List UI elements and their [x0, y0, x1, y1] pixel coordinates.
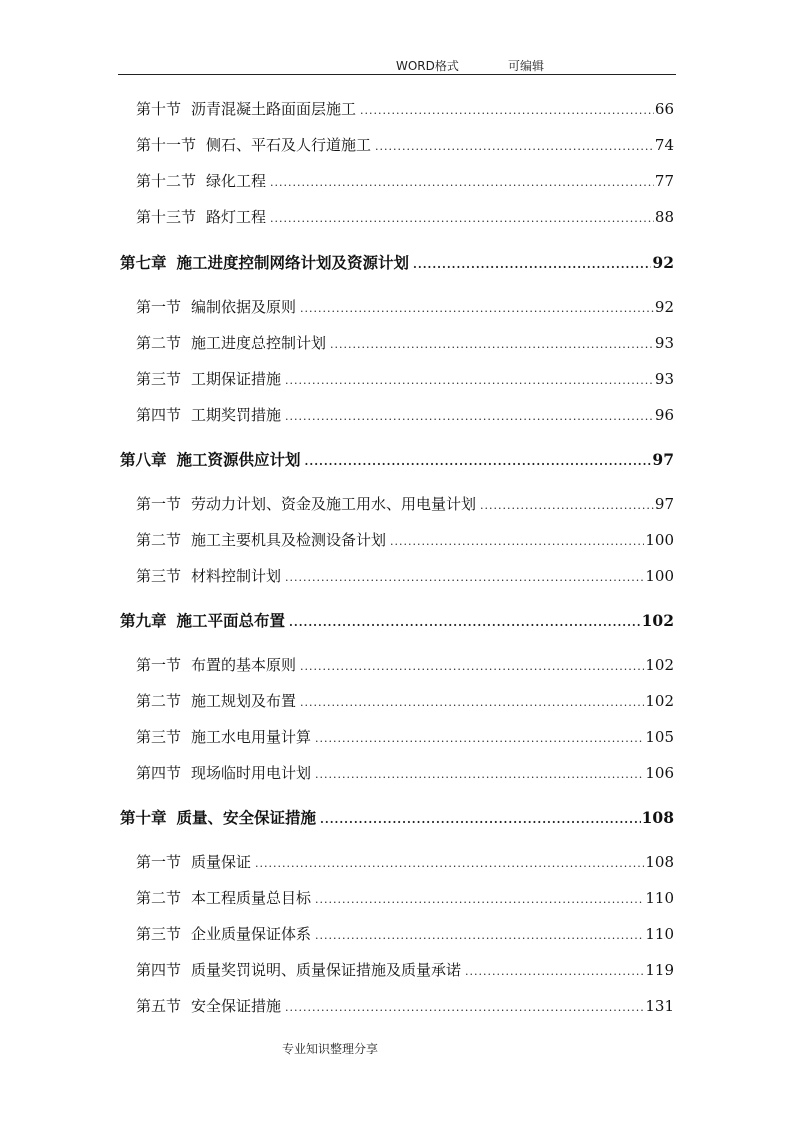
toc-entry-page-number: 108 — [641, 808, 674, 827]
toc-entry-title: 质量保证 — [191, 853, 252, 871]
toc-section-entry[interactable] — [136, 205, 674, 229]
toc-chapter-entry[interactable] — [120, 806, 674, 830]
toc-entry-page-number: 97 — [654, 495, 674, 513]
toc-entry-number: 第二节 — [136, 334, 182, 352]
toc-section-entry[interactable] — [136, 850, 674, 874]
toc-entry-number: 第八章 — [120, 450, 167, 469]
toc-dot-leader — [305, 450, 652, 474]
toc-entry-page-number: 100 — [645, 531, 674, 549]
toc-entry-page-number: 119 — [645, 961, 674, 979]
toc-entry-number: 第十二节 — [136, 172, 197, 190]
toc-entry-title: 劳动力计划、资金及施工用水、用电量计划 — [191, 495, 477, 513]
toc-section-entry[interactable] — [136, 169, 674, 193]
toc-entry-number: 第一节 — [136, 656, 182, 674]
toc-entry-title: 本工程质量总目标 — [191, 889, 312, 907]
toc-entry-page-number: 97 — [652, 450, 674, 469]
toc-entry-number: 第四节 — [136, 764, 182, 782]
toc-entry-title: 施工主要机具及检测设备计划 — [191, 531, 387, 549]
toc-entry-page-number: 105 — [645, 728, 674, 746]
toc-entry-number: 第二节 — [136, 889, 182, 907]
toc-dot-leader — [315, 727, 644, 751]
toc-entry-page-number: 102 — [641, 611, 674, 630]
toc-entry-number: 第三节 — [136, 925, 182, 943]
toc-entry-title: 沥青混凝土路面面层施工 — [191, 100, 357, 118]
toc-entry-title: 施工进度总控制计划 — [191, 334, 327, 352]
toc-section-entry[interactable] — [136, 886, 674, 910]
toc-section-entry[interactable] — [136, 653, 674, 677]
toc-entry-page-number: 93 — [654, 334, 674, 352]
toc-section-entry[interactable] — [136, 761, 674, 785]
toc-entry-title: 施工平面总布置 — [176, 611, 286, 630]
toc-entry-number: 第十节 — [136, 100, 182, 118]
toc-dot-leader — [315, 888, 644, 912]
header-edit-label: 可编辑 — [508, 59, 545, 73]
toc-dot-leader — [285, 566, 644, 590]
toc-dot-leader — [285, 369, 654, 393]
toc-entry-title: 质量奖罚说明、质量保证措施及质量承诺 — [191, 961, 462, 979]
toc-dot-leader — [255, 852, 644, 876]
toc-section-entry[interactable] — [136, 689, 674, 713]
toc-entry-number: 第三节 — [136, 728, 182, 746]
toc-entry-number: 第四节 — [136, 961, 182, 979]
toc-entry-page-number: 74 — [654, 136, 674, 154]
toc-entry-number: 第一节 — [136, 298, 182, 316]
toc-chapter-entry[interactable] — [120, 609, 674, 633]
toc-entry-title: 编制依据及原则 — [191, 298, 297, 316]
toc-dot-leader — [289, 611, 641, 635]
toc-entry-page-number: 108 — [645, 853, 674, 871]
toc-entry-title: 质量、安全保证措施 — [176, 808, 317, 827]
toc-entry-number: 第十一节 — [136, 136, 197, 154]
toc-entry-number: 第二节 — [136, 692, 182, 710]
toc-entry-page-number: 110 — [645, 925, 674, 943]
toc-section-entry[interactable] — [136, 133, 674, 157]
toc-entry-title: 施工规划及布置 — [191, 692, 297, 710]
toc-dot-leader — [480, 494, 654, 518]
toc-entry-number: 第三节 — [136, 567, 182, 585]
toc-section-entry[interactable] — [136, 994, 674, 1018]
toc-entry-title: 路灯工程 — [206, 208, 267, 226]
toc-entry-number: 第七章 — [120, 253, 167, 272]
toc-entry-number: 第一节 — [136, 495, 182, 513]
toc-dot-leader — [465, 960, 644, 984]
toc-entry-number: 第一节 — [136, 853, 182, 871]
toc-entry-title: 施工资源供应计划 — [176, 450, 301, 469]
toc-dot-leader — [360, 99, 654, 123]
toc-entry-number: 第三节 — [136, 370, 182, 388]
toc-section-entry[interactable] — [136, 295, 674, 319]
toc-dot-leader — [330, 333, 654, 357]
toc-entry-title: 布置的基本原则 — [191, 656, 297, 674]
toc-entry-page-number: 106 — [645, 764, 674, 782]
toc-section-entry[interactable] — [136, 97, 674, 121]
toc-section-entry[interactable] — [136, 958, 674, 982]
toc-section-entry[interactable] — [136, 492, 674, 516]
toc-dot-leader — [315, 763, 644, 787]
toc-entry-page-number: 92 — [652, 253, 674, 272]
toc-entry-page-number: 131 — [645, 997, 674, 1015]
toc-entry-number: 第二节 — [136, 531, 182, 549]
toc-section-entry[interactable] — [136, 528, 674, 552]
toc-dot-leader — [285, 405, 654, 429]
toc-dot-leader — [413, 253, 651, 277]
toc-entry-page-number: 66 — [654, 100, 674, 118]
toc-entry-page-number: 88 — [654, 208, 674, 226]
toc-entry-page-number: 96 — [654, 406, 674, 424]
toc-dot-leader — [375, 135, 654, 159]
toc-entry-page-number: 102 — [645, 692, 674, 710]
toc-entry-number: 第四节 — [136, 406, 182, 424]
toc-entry-number: 第五节 — [136, 997, 182, 1015]
toc-entry-page-number: 93 — [654, 370, 674, 388]
toc-entry-title: 材料控制计划 — [191, 567, 282, 585]
toc-entry-title: 绿化工程 — [206, 172, 267, 190]
toc-entry-page-number: 100 — [645, 567, 674, 585]
toc-dot-leader — [315, 924, 644, 948]
toc-dot-leader — [300, 691, 644, 715]
toc-section-entry[interactable] — [136, 331, 674, 355]
toc-entry-title: 安全保证措施 — [191, 997, 282, 1015]
toc-dot-leader — [270, 207, 654, 231]
toc-entry-title: 工期奖罚措施 — [191, 406, 282, 424]
toc-entry-number: 第十章 — [120, 808, 167, 827]
toc-entry-page-number: 110 — [645, 889, 674, 907]
toc-dot-leader — [320, 808, 641, 832]
toc-entry-title: 侧石、平石及人行道施工 — [206, 136, 372, 154]
page-footer: 专业知识整理分享 — [282, 1042, 379, 1056]
toc-entry-title: 现场临时用电计划 — [191, 764, 312, 782]
toc-entry-number: 第十三节 — [136, 208, 197, 226]
toc-entry-title: 施工进度控制网络计划及资源计划 — [176, 253, 410, 272]
toc-entry-page-number: 92 — [654, 298, 674, 316]
toc-dot-leader — [285, 996, 644, 1020]
toc-section-entry[interactable] — [136, 367, 674, 391]
toc-dot-leader — [300, 297, 654, 321]
toc-chapter-entry[interactable] — [120, 448, 674, 472]
toc-entry-number: 第九章 — [120, 611, 167, 630]
toc-entry-page-number: 77 — [654, 172, 674, 190]
header-format-label: WORD格式 — [396, 59, 459, 73]
toc-entry-page-number: 102 — [645, 656, 674, 674]
toc-entry-title: 工期保证措施 — [191, 370, 282, 388]
toc-section-entry[interactable] — [136, 403, 674, 427]
toc-entry-title: 企业质量保证体系 — [191, 925, 312, 943]
toc-dot-leader — [390, 530, 644, 554]
toc-dot-leader — [300, 655, 644, 679]
toc-section-entry[interactable] — [136, 564, 674, 588]
toc-section-entry[interactable] — [136, 922, 674, 946]
toc-section-entry[interactable] — [136, 725, 674, 749]
toc-chapter-entry[interactable] — [120, 251, 674, 275]
toc-dot-leader — [270, 171, 654, 195]
toc-entry-title: 施工水电用量计算 — [191, 728, 312, 746]
